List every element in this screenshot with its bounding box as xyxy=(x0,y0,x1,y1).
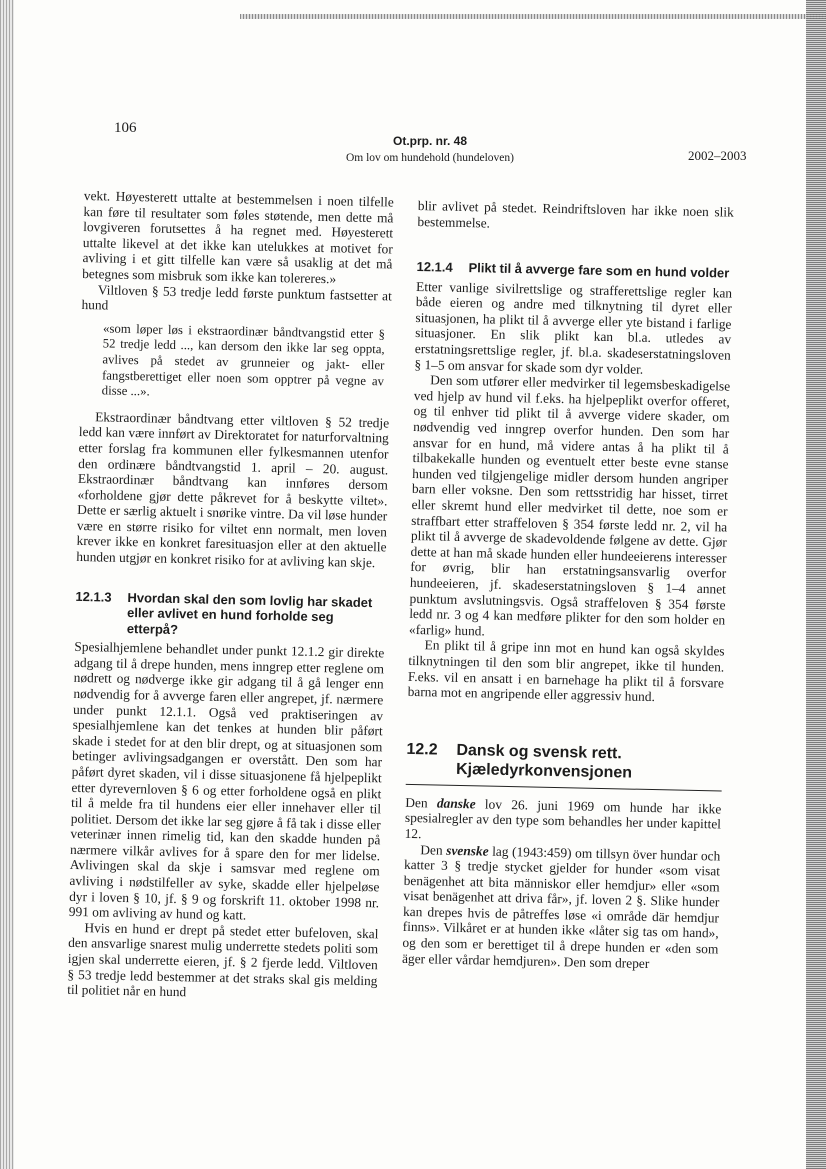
page-number: 106 xyxy=(114,120,137,136)
section-heading-12-1-3 xyxy=(75,589,386,642)
paragraph: En plikt til å gripe inn mot en hund kan også skyldes tilknytningen til den som blir angrepet, ikke til hunden. F.eks. vil en ansatt i en barnehage ha plikt til å forsvare barna mot en angripende eller aggressiv hund. xyxy=(407,637,725,705)
emphasis: danske xyxy=(436,795,476,812)
left-column xyxy=(67,188,394,1004)
text-run: Den xyxy=(420,841,447,858)
paragraph xyxy=(405,795,722,848)
paragraph: Spesialhjemlene behandlet under punkt 12.1.2 gir direkte adgang til å drepe hunden, mens inngrep etter reglene om nødrett og nødverge ikke gir adgang til å gå lenger enn nødvendig for å avverge faren eller angrepet, jf. nærmere under punkt 12.1.1. Også ved praktiseringen av spesialhjemlene kan det tenkes at hunden blir påført skade i stedet for at den blir drept, og at situasjonen som betinger avlivingsadgangen er overstått. Den som har påført dyret skaden, vil i disse situasjonene få hjelpeplikt etter dyrevernloven § 6 og etter forholdene også en plikt til å melde fra til hundens eier eller innehaver eller til politiet. Dersom det ikke lar seg gjøre å få tak i disse eller veterinær innen rimelig tid, kan den skadde hunden på nærmere vilkår avlives for å spare den for mer lidelse. Avlivingen skal da skje i samsvar med reglene om avliving i nødstilfeller av syke, skadde eller hjelpeløse dyr i loven § 10, jf. § 9 og forskrift 11. oktober 1998 nr. 991 om avliving av hund og katt. xyxy=(68,639,385,923)
text-run: lag (1943:459) om tillsyn över hundar och katter 3 § tredje stycket gjelder for hunder «som visat benägenhet att bita människor eller hemdjur» eller «som visat benägenhet att driva får», jf. loven 2 §. Slike hunder kan drepes hvis de påtreffes løse «i område där hemdjur finns». Vilkåret er at hunden ikke «låter sig tas om hand», og den som er berettiget til å drepe hunden er «den som äger eller vårdar hemdjuren». Den som dreper xyxy=(401,843,721,971)
document-year: 2002–2003 xyxy=(688,148,747,163)
scan-shadow-top xyxy=(240,14,826,19)
emphasis: svenske xyxy=(446,842,489,859)
scan-shadow-left xyxy=(0,0,14,1169)
paragraph: vekt. Høyesterett uttalte at bestemmelsen i noen tilfelle kan føre til resultater som føles støtende, men dette må lovgiveren forutsettes å ha regnet med. Høyesterett uttalte likevel at det ikke kan utelukkes at motivet for avliving i et gitt tilfelle kan være så usaklig at det må betegnes som misbruk som ikke kan tolereres.» xyxy=(82,188,394,287)
section-title: Plikt til å avverge fare som en hund volder xyxy=(468,260,730,281)
paragraph: Viltloven § 53 tredje ledd første punktum fastsetter at hund xyxy=(81,281,392,313)
running-title: Ot.prp. nr. 48 xyxy=(392,134,467,148)
paragraph: Etter vanlige sivilrettslige og strafferettslige regler kan både eieren og andre med tilknytning til dyret eller situasjonen, ha plikt til å avverge eller yte bistand i farlige situasjoner. En slik plikt kan bl.a. utledes av erstatningsrettslige regler, jf. bl.a. skadeserstatningsloven § 1–5 om ansvar for skade som dyr volder. xyxy=(414,278,733,377)
paragraph: Den som utfører eller medvirker til legemsbeskadigelse ved hjelp av hund vil f.eks. ha hjelpeplikt overfor offeret, og til enhver tid plikt til å avverge videre skader, om nødvendig ved inngrep overfor hunden. Den som har ansvar for en hund, må videre antas å ha plikt til å tilbakekalle hunden og eventuelt etter beste evne stanse hunden ved tilgjengelige midler dersom hunden angriper barn eller voksne. Den som rettsstridig har hisset, tirret eller skremt hund eller medvirket til dette, noe som er straffbart etter straffeloven § 354 første ledd nr. 2, vil ha plikt til å avverge de skadevoldende følgene av dette. Gjør dette at han må skade hunden eller hundeeierens interesser for øvrig, blir han erstatningsansvarlig overfor hundeeieren, jf. skadeserstatningsloven § 1–4 annet punktum avslutningsvis. Også straffeloven § 354 første ledd nr. 3 og 4 kan medføre plikter for den som holder en «farlig» hund. xyxy=(408,372,731,639)
paragraph: blir avlivet på stedet. Reindriftsloven har ikke noen slik bestemmelse. xyxy=(417,198,734,231)
paragraph: Ekstraordinær båndtvang etter viltloven § 52 tredje ledd kan være innført av Direktoratet for naturforvaltning etter forslag fra kommunen eller fylkesmannen utenfor den ordinære båndtvangstid 1. april – 20. august. Ekstraordinær båndtvang kan innføres dersom «forholdene gjør dette påkrevet for å beskytte viltet». Dette er særlig aktuelt i snørike vintre. Da vil løse hunder være en større risiko for viltet enn normalt, men loven krever ikke en konkret faresituasjon eller at den aktuelle hunden utgjør en konkret risiko for at avliving kan skje. xyxy=(76,409,390,571)
right-column xyxy=(402,198,734,973)
section-title: Hvordan skal den som lovlig har skadet eller avlivet en hund forholde seg etterpå? xyxy=(126,589,373,637)
block-quote: «som løper løs i ekstraordinær båndtvangstid etter § 52 tredje ledd ..., kan dersom den ikke lar seg oppta, avlives på stedet av grunneier og jakt- eller fangstberettiget eller noen som opptrer på vegne av disse ...». xyxy=(101,321,386,399)
section-heading-12-1-4 xyxy=(416,259,732,281)
heading-rule xyxy=(406,784,722,792)
running-subtitle: Om lov om hundehold (hundeloven) xyxy=(345,152,514,164)
paragraph xyxy=(402,841,721,972)
paragraph: Hvis en hund er drept på stedet etter bufeloven, skal den ansvarlige snarest mulig underrette stedets politi som igjen skal underrette eieren, jf. § 2 fjerde ledd. Viltloven § 53 tredje ledd bestemmer at det straks skal gis melding til politiet når en hund xyxy=(67,920,379,1000)
section-title: Dansk og svensk rett. Kjæledyrkonvensjonen xyxy=(455,741,633,782)
section-heading-12-2 xyxy=(406,740,723,785)
section-number: 12.2 xyxy=(406,740,438,759)
section-number: 12.1.3 xyxy=(75,588,112,605)
text-run: Den xyxy=(405,794,438,811)
scan-shadow-right xyxy=(806,0,826,1169)
text-run: lov 26. juni 1969 om hunde har ikke spesialregler av den type som behandles her under kapittel 12. xyxy=(404,796,722,842)
section-number: 12.1.4 xyxy=(416,259,453,275)
